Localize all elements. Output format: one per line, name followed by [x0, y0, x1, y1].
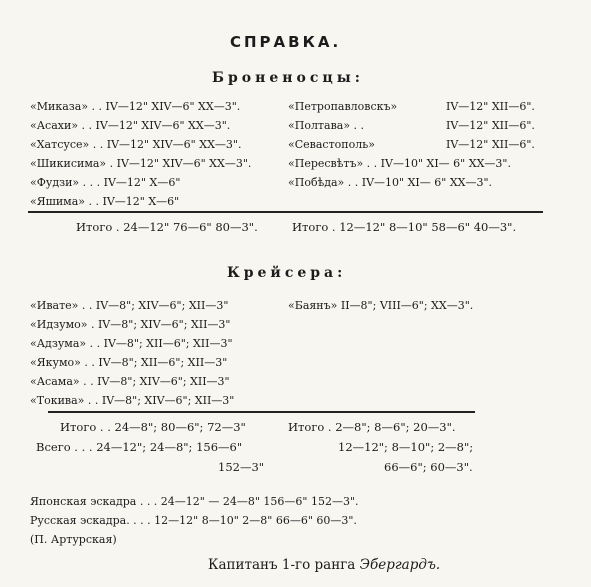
list-item: «Идзумо» . IV—8"; XIV—6"; XII—3"	[30, 318, 231, 331]
list-item: «Хатсусе» . . IV—12" XIV—6" XX—3".	[30, 138, 242, 151]
battleships-total-right: Итого . 12—12" 8—10" 58—6" 40—3".	[292, 220, 517, 234]
list-item: «Яшима» . . IV—12" X—6"	[30, 195, 180, 208]
page-title: СПРАВКА.	[230, 33, 342, 51]
summary-note: (П. Артурская)	[30, 533, 117, 546]
list-item: «Петропавловскъ»	[288, 100, 398, 113]
list-item: «Полтава» . .	[288, 119, 365, 132]
signature	[208, 557, 440, 573]
signature-rank: Капитанъ 1-го ранга	[208, 557, 356, 573]
list-item: «Токива» . . IV—8"; XIV—6"; XII—3"	[30, 394, 235, 407]
cruisers-total: Итого . . 24—8"; 80—6"; 72—3"	[60, 420, 246, 434]
list-item: IV—12" XII—6".	[446, 138, 535, 151]
grand-total: Всего . . . 24—12"; 24—8"; 156—6"	[36, 440, 243, 454]
list-item: «Асама» . . IV—8"; XIV—6"; XII—3"	[30, 375, 230, 388]
list-item: «Адзума» . . IV—8"; XII—6"; XII—3"	[30, 337, 233, 350]
list-item: «Побѣда» . . IV—10" XI— 6" XX—3".	[288, 176, 493, 189]
grand-right-2: 66—6"; 60—3".	[384, 460, 473, 474]
list-item: «Фудзи» . . . IV—12" X—6"	[30, 176, 181, 189]
cruiser-bayan: «Баянъ» II—8"; VIII—6"; XX—3".	[288, 299, 474, 312]
list-item: «Севастополь»	[288, 138, 375, 151]
list-item: IV—12" XII—6".	[446, 119, 535, 132]
grand-right-1: 12—12"; 8—10"; 2—8";	[338, 440, 474, 454]
list-item: «Шикисима» . IV—12" XIV—6" XX—3".	[30, 157, 252, 170]
list-item: «Миказа» . . IV—12" XIV—6" XX—3".	[30, 100, 241, 113]
list-item: «Пересвѣтъ» . . IV—10" XI— 6" XX—3".	[288, 157, 511, 170]
battleships-total-left: Итого . 24—12" 76—6" 80—3".	[76, 220, 258, 234]
summary-japanese: Японская эскадра . . . 24—12" — 24—8" 156—6" 152—3".	[30, 495, 359, 508]
divider	[48, 411, 475, 413]
divider	[28, 211, 543, 213]
list-item: «Якумо» . . IV—8"; XII—6"; XII—3"	[30, 356, 228, 369]
cruisers-total-right: Итого . 2—8"; 8—6"; 20—3".	[288, 420, 456, 434]
battleships-heading: Броненосцы:	[212, 70, 364, 86]
list-item: «Асахи» . . IV—12" XIV—6" XX—3".	[30, 119, 231, 132]
list-item: «Ивате» . . IV—8"; XIV—6"; XII—3"	[30, 299, 229, 312]
summary-russian: Русская эскадра. . . . 12—12" 8—10" 2—8" 66—6" 60—3".	[30, 514, 357, 527]
grand-total-extra: 152—3"	[218, 460, 265, 474]
list-item: IV—12" XII—6".	[446, 100, 535, 113]
cruisers-heading: Крейсера:	[227, 265, 347, 281]
signature-name: Эбергардъ.	[359, 557, 441, 573]
